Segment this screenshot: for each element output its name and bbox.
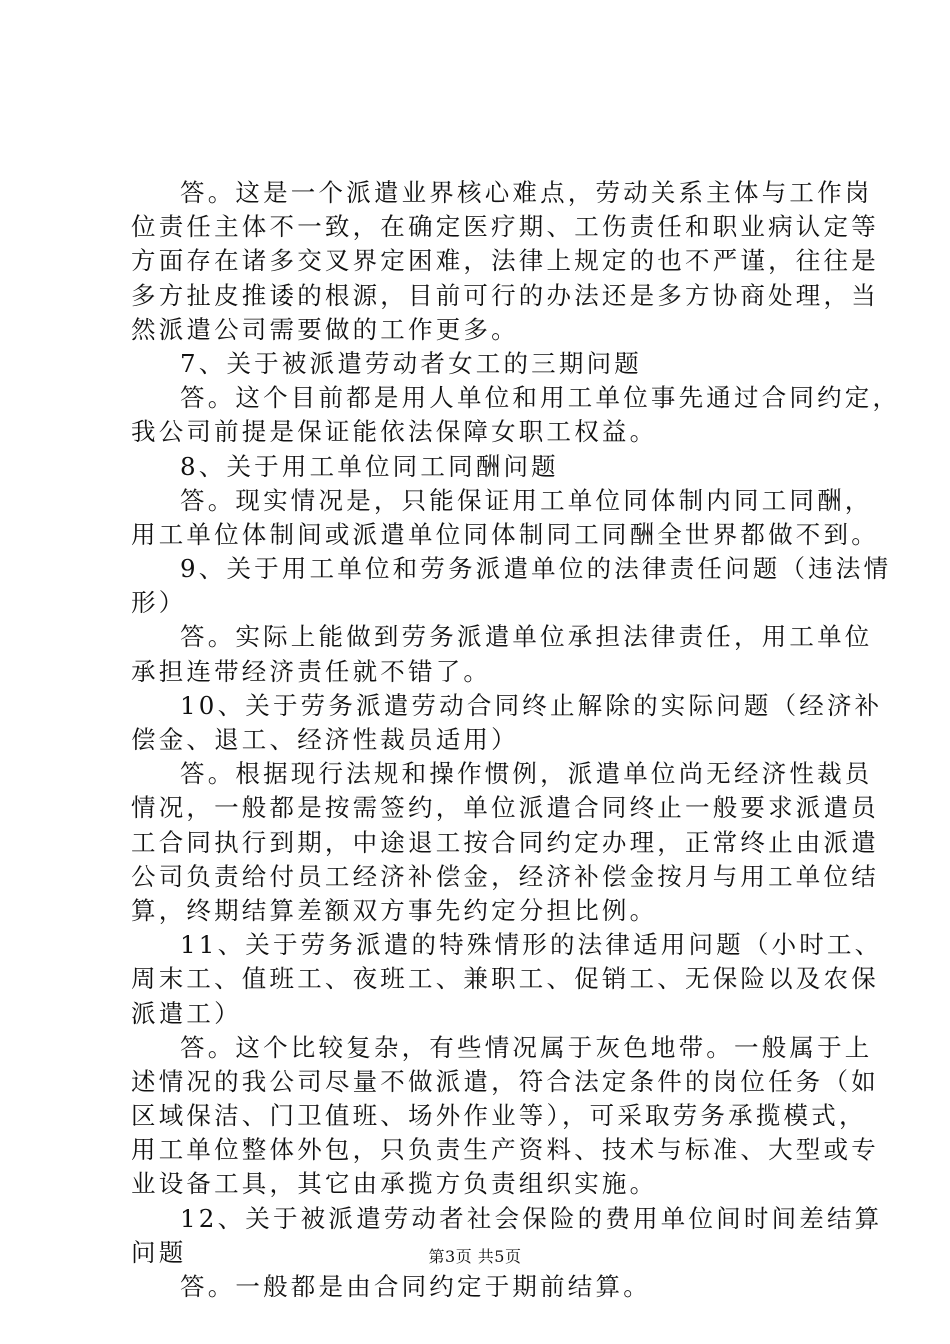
text-line: 答。这个目前都是用人单位和用工单位事先通过合同约定， <box>180 383 901 413</box>
text-line: 答。一般都是由合同约定于期前结算。 <box>180 1272 651 1301</box>
text-line: 公司负责给付员工经济补偿金，经济补偿金按月与用工单位结 <box>131 861 879 891</box>
text-line: 多方扯皮推诿的根源，目前可行的办法还是多方协商处理，当 <box>131 280 879 310</box>
document-body <box>131 176 901 1304</box>
text-line: 答。这是一个派遣业界核心难点，劳动关系主体与工作岗 <box>180 178 873 207</box>
text-line: 承担连带经济责任就不错了。 <box>131 656 492 686</box>
text-line: 位责任主体不一致，在确定医疗期、工伤责任和职业病认定等 <box>131 212 879 242</box>
text-line: 答。根据现行法规和操作惯例，派遣单位尚无经济性裁员 <box>180 759 873 789</box>
text-line: 答。实际上能做到劳务派遣单位承担法律责任，用工单位 <box>180 622 873 652</box>
text-line: 7、关于被派遣劳动者女工的三期问题 <box>180 348 642 378</box>
text-line: 问题 <box>131 1237 187 1267</box>
text-line: 用工单位整体外包，只负责生产资料、技术与标准、大型或专 <box>131 1135 879 1165</box>
text-line: 工合同执行到期，中途退工按合同约定办理，正常终止由派遣 <box>131 827 879 857</box>
text-line: 方面存在诸多交叉界定困难，法律上规定的也不严谨，往往是 <box>131 246 879 276</box>
text-line: 偿金、退工、经济性裁员适用） <box>131 725 519 754</box>
text-line: 答。这个比较复杂，有些情况属于灰色地带。一般属于上 <box>180 1032 873 1062</box>
text-line: 8、关于用工单位同工同酬问题 <box>180 451 559 481</box>
text-line: 10、关于劳务派遣劳动合同终止解除的实际问题（经济补 <box>180 690 883 720</box>
text-line: 我公司前提是保证能依法保障女职工权益。 <box>131 417 658 447</box>
text-line: 形） <box>131 588 187 618</box>
text-line: 12、关于被派遣劳动者社会保险的费用单位间时间差结算 <box>180 1203 883 1233</box>
text-line: 用工单位体制间或派遣单位同体制同工同酬全世界都做不到。 <box>131 519 879 549</box>
text-line: 答。现实情况是，只能保证用工单位同体制内同工同酬， <box>180 485 873 515</box>
text-line: 11、关于劳务派遣的特殊情形的法律适用问题（小时工、 <box>180 930 883 960</box>
text-line: 区域保洁、门卫值班、场外作业等），可采取劳务承揽模式， <box>131 1101 867 1131</box>
text-line: 算，终期结算差额双方事先约定分担比例。 <box>131 895 658 925</box>
text-line: 然派遣公司需要做的工作更多。 <box>131 314 519 344</box>
text-line: 情况，一般都是按需签约，单位派遣合同终止一般要求派遣员 <box>131 793 879 823</box>
text-line: 9、关于用工单位和劳务派遣单位的法律责任问题（违法情 <box>180 554 892 584</box>
text-line: 业设备工具，其它由承揽方负责组织实施。 <box>131 1169 658 1199</box>
text-line: 周末工、值班工、夜班工、兼职工、促销工、无保险以及农保 <box>131 964 879 994</box>
text-line: 派遣工） <box>131 998 242 1028</box>
page-footer: 第3页 共5页 <box>428 1247 522 1266</box>
text-line: 述情况的我公司尽量不做派遣，符合法定条件的岗位任务（如 <box>131 1066 879 1096</box>
